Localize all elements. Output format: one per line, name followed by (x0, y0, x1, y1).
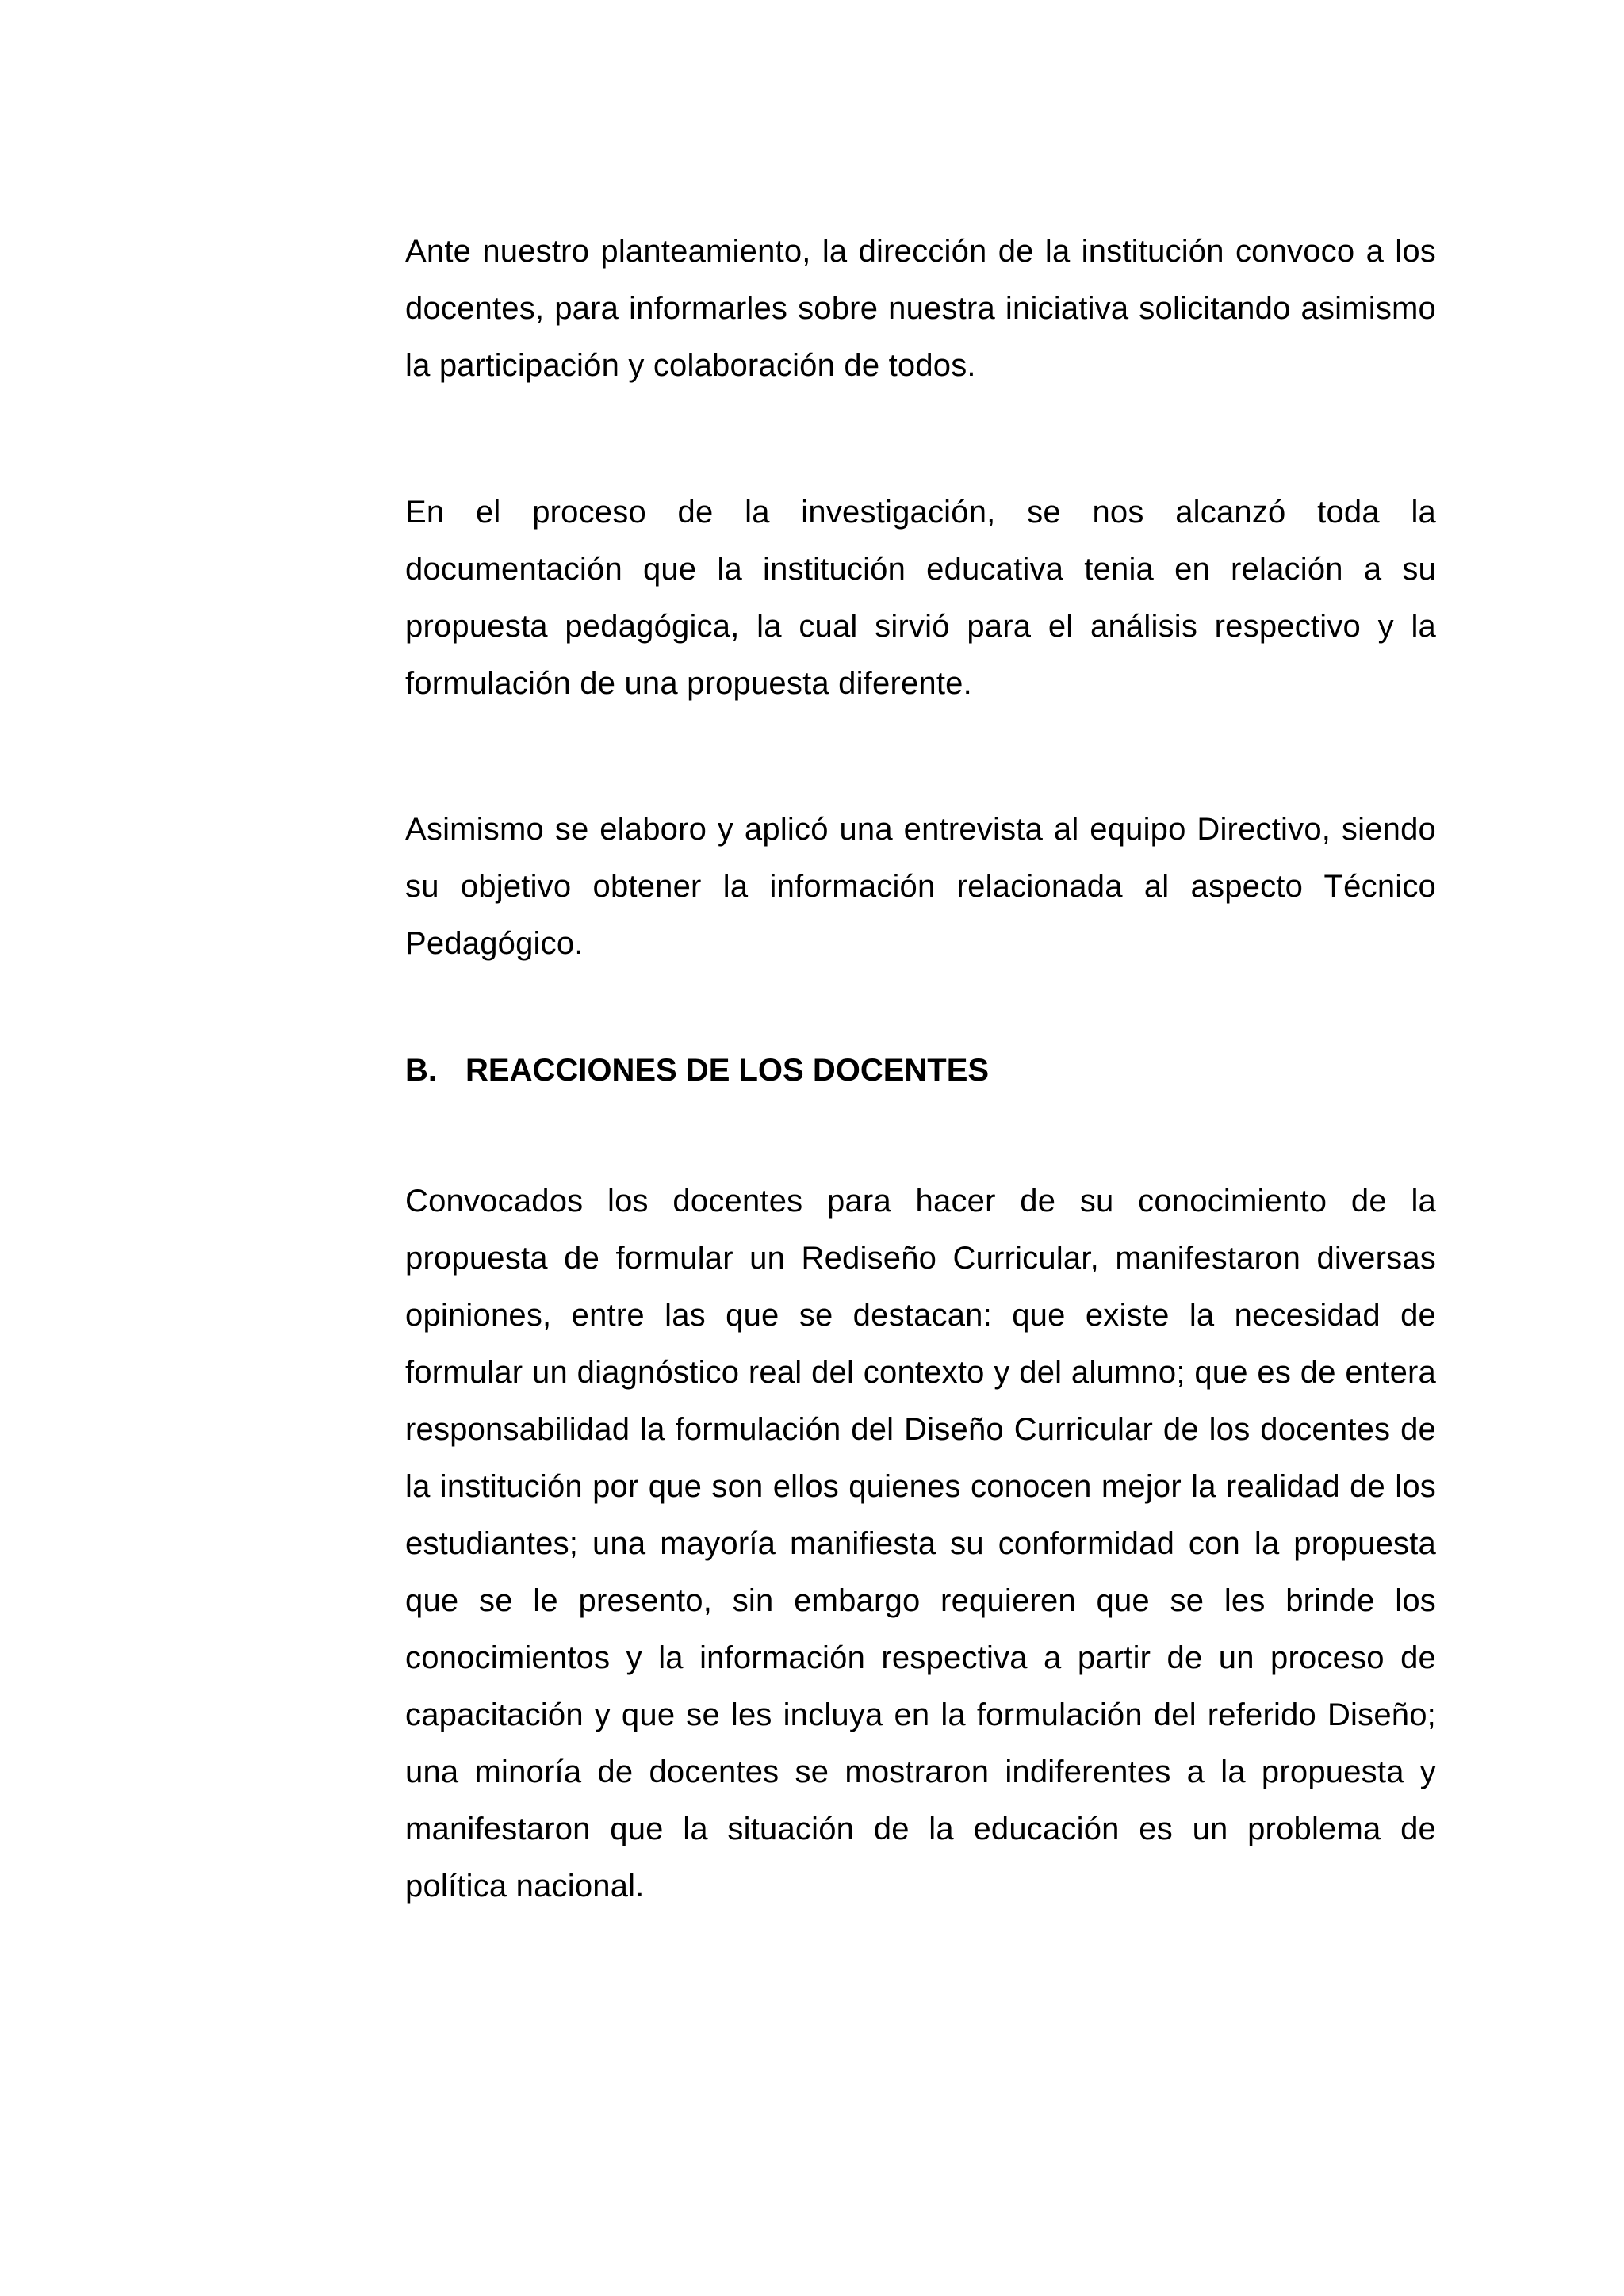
section-title: REACCIONES DE LOS DOCENTES (465, 1053, 990, 1088)
section-heading (405, 1042, 989, 1099)
section-letter: B. (405, 1053, 437, 1088)
paragraph-entrevista: Asimismo se elaboro y aplicó una entrevista al equipo Directivo, siendo su objetivo obtener la información relacionada al aspecto Técnico Pedagógico. (405, 812, 1436, 961)
paragraph-planteamiento: Ante nuestro planteamiento, la dirección de la institución convoco a los docentes, para informarles sobre nuestra iniciativa solicitando asimismo la participación y colaboración de todos. (405, 234, 1436, 383)
paragraph-proceso-investigacion: En el proceso de la investigación, se nos alcanzó toda la documentación que la institución educativa tenia en relación a su propuesta pedagógica, la cual sirvió para el análisis respectivo y la formulación de una propuesta diferente. (405, 495, 1436, 701)
paragraph-reacciones-docentes: Convocados los docentes para hacer de su conocimiento de la propuesta de formular un Rediseño Curricular, manifestaron diversas opiniones, entre las que se destacan: que existe la necesidad de formular un diagnóstico real del contexto y del alumno; que es de entera responsabilidad la formulación del Diseño Curricular de los docentes de la institución por que son ellos quienes conocen mejor la realidad de los estudiantes; una mayoría manifiesta su conformidad con la propuesta que se le presento, sin embargo requieren que se les brinde los conocimientos y la información respectiva a partir de un proceso de capacitación y que se les incluya en la formulación del referido Diseño; una minoría de docentes se mostraron indiferentes a la propuesta y manifestaron que la situación de la educación es un problema de política nacional. (405, 1184, 1436, 1904)
